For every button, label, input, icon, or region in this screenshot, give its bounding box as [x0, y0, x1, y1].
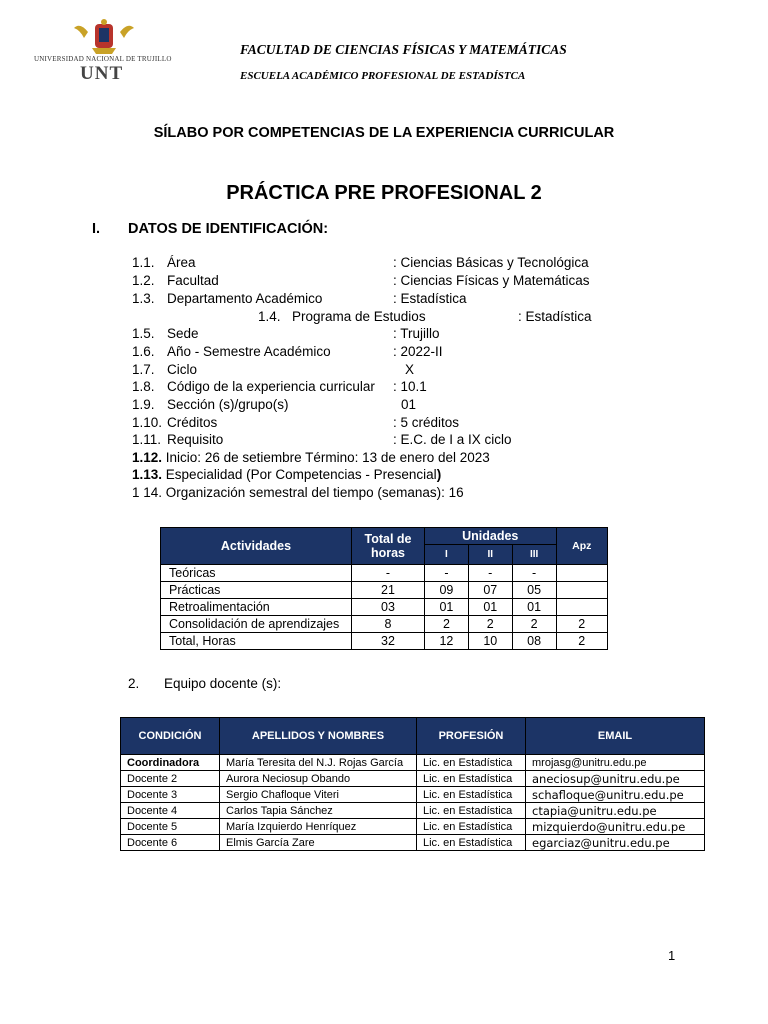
col-header-activities: Actividades — [161, 528, 352, 565]
table-row: Docente 3 Sergio Chafloque Viteri Lic. en Estadística schafloque@unitru.edu.pe — [121, 787, 705, 803]
hours-table — [160, 527, 608, 650]
col-header-email: EMAIL — [526, 718, 705, 755]
table-row: Docente 5 María Izquierdo Henríquez Lic. en Estadística mizquierdo@unitru.edu.pe — [121, 819, 705, 835]
col-header-profession: PROFESIÓN — [417, 718, 526, 755]
table-row: Prácticas 21 09 07 05 — [161, 582, 608, 599]
col-header-unit-3: III — [512, 545, 556, 565]
table-row: Consolidación de aprendizajes 8 2 2 2 2 — [161, 616, 608, 633]
section-2-title: Equipo docente (s): — [164, 676, 282, 691]
col-header-apz: Apz — [556, 528, 607, 565]
col-header-names: APELLIDOS Y NOMBRES — [220, 718, 417, 755]
logo-university-name: UNIVERSIDAD NACIONAL DE TRUJILLO — [34, 55, 172, 63]
table-row: Docente 2 Aurora Neciosup Obando Lic. en Estadística aneciosup@unitru.edu.pe — [121, 771, 705, 787]
table-row: Retroalimentación 03 01 01 01 — [161, 599, 608, 616]
id-item-dates: 1.12. Inicio: 26 de setiembre Término: 13 de enero del 2023 — [132, 450, 490, 465]
school-header: ESCUELA ACADÉMICO PROFESIONAL DE ESTADÍSTCA — [240, 70, 526, 82]
col-header-total: Total de horas — [352, 528, 425, 565]
table-row: Coordinadora María Teresita del N.J. Rojas García Lic. en Estadística mrojasg@unitru.edu.pe — [121, 755, 705, 771]
table-row: Docente 4 Carlos Tapia Sánchez Lic. en Estadística ctapia@unitru.edu.pe — [121, 803, 705, 819]
university-logo — [34, 18, 174, 84]
syllabus-title: SÍLABO POR COMPETENCIAS DE LA EXPERIENCIA CURRICULAR — [153, 125, 615, 141]
team-table — [120, 717, 705, 851]
col-header-unit-2: II — [468, 545, 512, 565]
section-2-number: 2. — [128, 676, 140, 691]
section-1-number: I. — [92, 221, 101, 237]
page-number: 1 — [668, 948, 676, 963]
table-row: Teóricas - - - - — [161, 565, 608, 582]
id-item-organization: 1 14. Organización semestral del tiempo (semanas): 16 — [132, 485, 464, 500]
crest-icon — [34, 18, 174, 58]
id-item-specialty: 1.13. Especialidad (Por Competencias - Presencial) — [132, 467, 442, 482]
table-row: Total, Horas 32 12 10 08 2 — [161, 633, 608, 650]
col-header-condition: CONDICIÓN — [121, 718, 220, 755]
course-title: PRÁCTICA PRE PROFESIONAL 2 — [226, 182, 542, 204]
logo-acronym: UNT — [80, 63, 124, 84]
col-header-unit-1: I — [425, 545, 469, 565]
section-1-title: DATOS DE IDENTIFICACIÓN: — [128, 221, 329, 237]
faculty-header: FACULTAD DE CIENCIAS FÍSICAS Y MATEMÁTICAS — [240, 42, 567, 57]
table-row: Docente 6 Elmis García Zare Lic. en Estadística egarciaz@unitru.edu.pe — [121, 835, 705, 851]
col-header-units: Unidades — [425, 528, 557, 545]
